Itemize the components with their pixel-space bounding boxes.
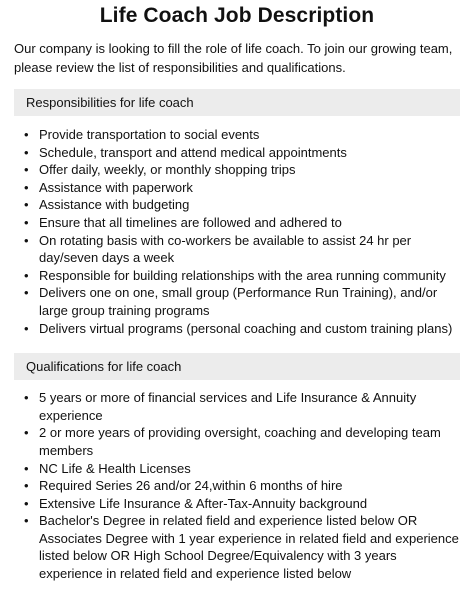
bullet-icon: • xyxy=(24,285,29,301)
qualifications-list xyxy=(14,389,460,583)
list-item xyxy=(24,512,460,582)
list-item-text: Offer daily, weekly, or monthly shopping trips xyxy=(39,162,296,178)
list-item-text: Assistance with budgeting xyxy=(39,197,190,213)
list-item xyxy=(24,214,460,232)
bullet-icon: • xyxy=(24,232,29,248)
list-item xyxy=(24,495,460,513)
list-item xyxy=(24,284,460,319)
list-item-text: Assistance with paperwork xyxy=(39,179,193,195)
responsibilities-list xyxy=(14,126,460,337)
list-item xyxy=(24,161,460,179)
list-item-text: Schedule, transport and attend medical appointments xyxy=(39,144,347,160)
bullet-icon: • xyxy=(24,267,29,283)
list-item xyxy=(24,232,460,267)
list-item-text: Delivers one on one, small group (Performance Run Training), and/or large group training programs xyxy=(39,285,438,318)
list-item-text: NC Life & Health Licenses xyxy=(39,460,191,476)
bullet-icon: • xyxy=(24,320,29,336)
page-title: Life Coach Job Description xyxy=(99,4,375,27)
list-item-text: Bachelor's Degree in related field and experience listed below OR Associates Degree with 1 year experience in related field and experience listed below OR High School Degree/Equivalency with 3 years experience in related field and experience listed below xyxy=(39,513,459,582)
list-item xyxy=(24,320,460,338)
bullet-icon: • xyxy=(24,425,29,441)
list-item-text: Delivers virtual programs (personal coaching and custom training plans) xyxy=(39,320,453,336)
list-item-text: Responsible for building relationships with the area running community xyxy=(39,267,446,283)
list-item-text: 2 or more years of providing oversight, coaching and developing team members xyxy=(39,425,441,458)
list-item-text: Provide transportation to social events xyxy=(39,127,260,142)
bullet-icon: • xyxy=(24,214,29,230)
bullet-icon: • xyxy=(24,513,29,529)
bullet-icon: • xyxy=(24,179,29,195)
list-item-text: Ensure that all timelines are followed and adhered to xyxy=(39,214,342,230)
list-item xyxy=(24,460,460,478)
list-item xyxy=(24,389,460,424)
list-item-text: 5 years or more of financial services and Life Insurance & Annuity experience xyxy=(39,390,417,423)
list-item-text: Required Series 26 and/or 24,within 6 months of hire xyxy=(39,478,343,494)
qualifications-header: Qualifications for life coach xyxy=(14,353,460,380)
bullet-icon: • xyxy=(24,390,29,406)
bullet-icon: • xyxy=(24,478,29,494)
bullet-icon: • xyxy=(24,495,29,511)
bullet-icon: • xyxy=(24,197,29,213)
list-item-text: Extensive Life Insurance & After-Tax-Annuity background xyxy=(39,495,368,511)
list-item xyxy=(24,144,460,162)
bullet-icon: • xyxy=(24,460,29,476)
list-item xyxy=(24,196,460,214)
list-item xyxy=(24,477,460,495)
bullet-icon: • xyxy=(24,144,29,160)
list-item xyxy=(24,424,460,459)
intro-paragraph: Our company is looking to fill the role of life coach. To join our growing team, please review the list of responsibilities and qualifications. xyxy=(14,41,453,75)
bullet-icon: • xyxy=(24,127,29,142)
list-item-text: On rotating basis with co-workers be available to assist 24 hr per day/seven days a week xyxy=(39,232,412,266)
list-item xyxy=(24,126,460,144)
list-item xyxy=(24,179,460,197)
list-item xyxy=(24,267,460,285)
responsibilities-header: Responsibilities for life coach xyxy=(14,89,460,116)
bullet-icon: • xyxy=(24,162,29,178)
